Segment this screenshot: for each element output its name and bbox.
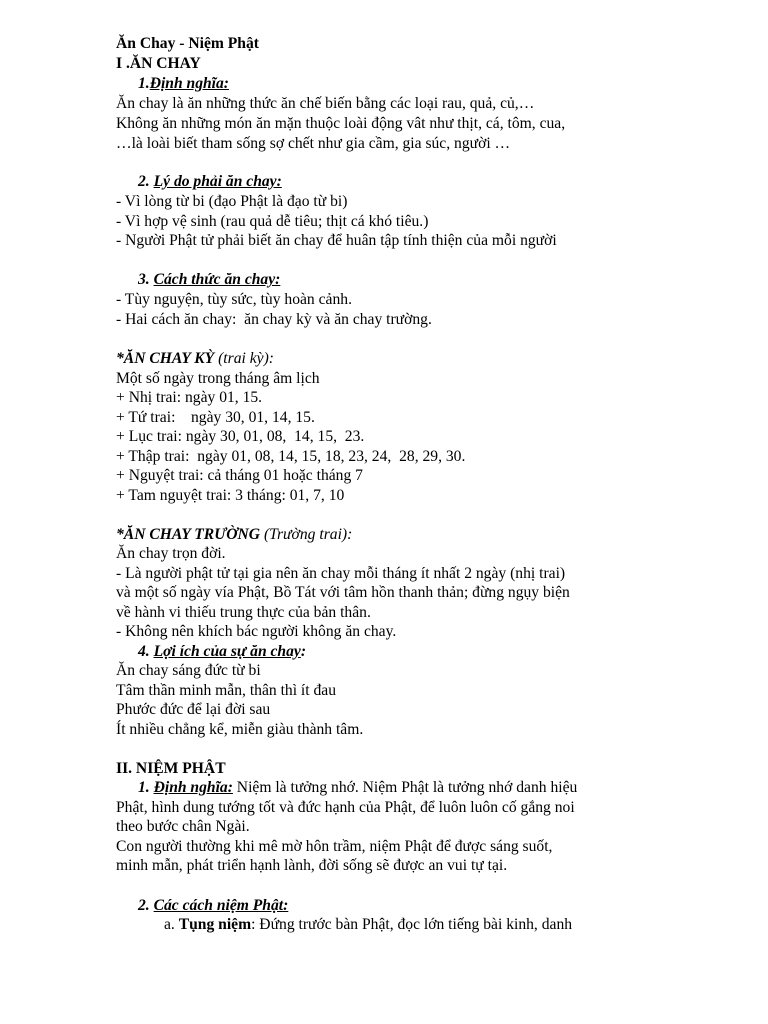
list-item: - Tùy nguyện, tùy sức, tùy hoàn cảnh. bbox=[116, 291, 352, 308]
paragraph-line: về hành vi thiếu trung thực của bản thân. bbox=[116, 604, 371, 621]
subheading-subtitle: (Trường trai): bbox=[260, 526, 353, 543]
section-heading-an-chay: I .ĂN CHAY bbox=[116, 55, 201, 72]
paragraph-line: - Không nên khích bác người không ăn chay. bbox=[116, 623, 397, 640]
list-item: + Thập trai: ngày 01, 08, 14, 15, 18, 23, 24, 28, 29, 30. bbox=[116, 448, 466, 465]
list-item: - Người Phật tử phải biết ăn chay để huân tập tính thiện của mỗi người bbox=[116, 232, 557, 249]
subheading-title: Lợi ích của sự ăn chay bbox=[153, 643, 301, 660]
definition-text: Niệm là tưởng nhớ. Niệm Phật là tưởng nhớ danh hiệu bbox=[232, 779, 578, 796]
paragraph-line: và một số ngày vía Phật, Bồ Tát với tâm hồn thanh thản; đừng ngụy biện bbox=[116, 584, 570, 601]
item-label: Tụng niệm bbox=[178, 916, 252, 933]
verse-line: Ăn chay sáng đức từ bi bbox=[116, 662, 261, 679]
subheading-title: Cách thức ăn chay: bbox=[153, 271, 281, 288]
subheading-title: Lý do phải ăn chay: bbox=[153, 173, 282, 190]
subheading-title: Định nghĩa: bbox=[149, 75, 230, 92]
section-heading-niem-phat: II. NIỆM PHẬT bbox=[116, 760, 226, 777]
paragraph-line: - Là người phật tử tại gia nên ăn chay mỗi tháng ít nhất 2 ngày (nhị trai) bbox=[116, 565, 566, 582]
list-item: - Hai cách ăn chay: ăn chay kỳ và ăn chay trường. bbox=[116, 311, 432, 328]
list-item: - Vì lòng từ bi (đạo Phật là đạo từ bi) bbox=[116, 193, 348, 210]
list-item-tung-niem bbox=[164, 915, 572, 935]
subheading-an-chay-truong bbox=[116, 525, 352, 545]
subheading-title: *ĂN CHAY KỲ bbox=[116, 350, 215, 367]
verse-line: Phước đức để lại đời sau bbox=[116, 701, 271, 718]
list-item: - Vì hợp vệ sinh (rau quả dễ tiêu; thịt cá khó tiêu.) bbox=[116, 213, 429, 230]
verse-line: Tâm thần minh mẫn, thân thì ít đau bbox=[116, 682, 337, 699]
subheading-cach-thuc bbox=[138, 270, 280, 290]
subheading-colon: : bbox=[300, 643, 307, 660]
subheading-number: 3. bbox=[138, 271, 154, 288]
paragraph-line: Không ăn những món ăn mặn thuộc loài động vât như thịt, cá, tôm, cua, bbox=[116, 115, 566, 132]
subheading-dinh-nghia bbox=[138, 74, 229, 94]
document-title: Ăn Chay - Niệm Phật bbox=[116, 35, 259, 52]
subheading-title: *ĂN CHAY TRƯỜNG bbox=[116, 526, 261, 543]
subheading-number: 4. bbox=[138, 643, 154, 660]
list-item: + Lục trai: ngày 30, 01, 08, 14, 15, 23. bbox=[116, 428, 365, 445]
paragraph-line: minh mẫn, phát triển hạnh lành, đời sống sẽ được an vui tự tại. bbox=[116, 857, 508, 874]
list-item: + Tam nguyệt trai: 3 tháng: 01, 7, 10 bbox=[116, 487, 345, 504]
paragraph-line: Con người thường khi mê mờ hôn trầm, niệm Phật để được sáng suốt, bbox=[116, 838, 553, 855]
subheading-number: 1. bbox=[138, 75, 150, 92]
list-item: + Tứ trai: ngày 30, 01, 14, 15. bbox=[116, 409, 315, 426]
list-item: + Nguyệt trai: cả tháng 01 hoặc tháng 7 bbox=[116, 467, 363, 484]
item-prefix: a. bbox=[164, 916, 179, 933]
verse-line: Ít nhiều chẳng kể, miễn giàu thành tâm. bbox=[116, 721, 364, 738]
subheading-number: 2. bbox=[138, 173, 154, 190]
subheading-an-chay-ky bbox=[116, 349, 274, 369]
list-item: + Nhị trai: ngày 01, 15. bbox=[116, 389, 263, 406]
subheading-number: 1. bbox=[138, 779, 154, 796]
paragraph-line: Ăn chay trọn đời. bbox=[116, 545, 226, 562]
subheading-ly-do bbox=[138, 172, 282, 192]
paragraph-line: Ăn chay là ăn những thức ăn chế biến bằng các loại rau, quả, củ,… bbox=[116, 95, 535, 112]
definition-line bbox=[138, 778, 577, 798]
subheading-title: Các cách niệm Phật: bbox=[153, 897, 289, 914]
subheading-number: 2. bbox=[138, 897, 154, 914]
paragraph-line: Phật, hình dung tướng tốt và đức hạnh của Phật, để luôn luôn cố gắng noi bbox=[116, 799, 575, 816]
subheading-title: Định nghĩa: bbox=[153, 779, 233, 796]
paragraph-line: Một số ngày trong tháng âm lịch bbox=[116, 370, 320, 387]
subheading-cac-cach bbox=[138, 896, 288, 916]
subheading-subtitle: (trai kỳ): bbox=[214, 350, 274, 367]
paragraph-line: …là loài biết tham sống sợ chết như gia cầm, gia súc, người … bbox=[116, 135, 511, 152]
paragraph-line: theo bước chân Ngài. bbox=[116, 818, 250, 835]
item-text: : Đứng trước bàn Phật, đọc lớn tiếng bài kinh, danh bbox=[251, 916, 573, 933]
subheading-loi-ich bbox=[138, 642, 306, 662]
